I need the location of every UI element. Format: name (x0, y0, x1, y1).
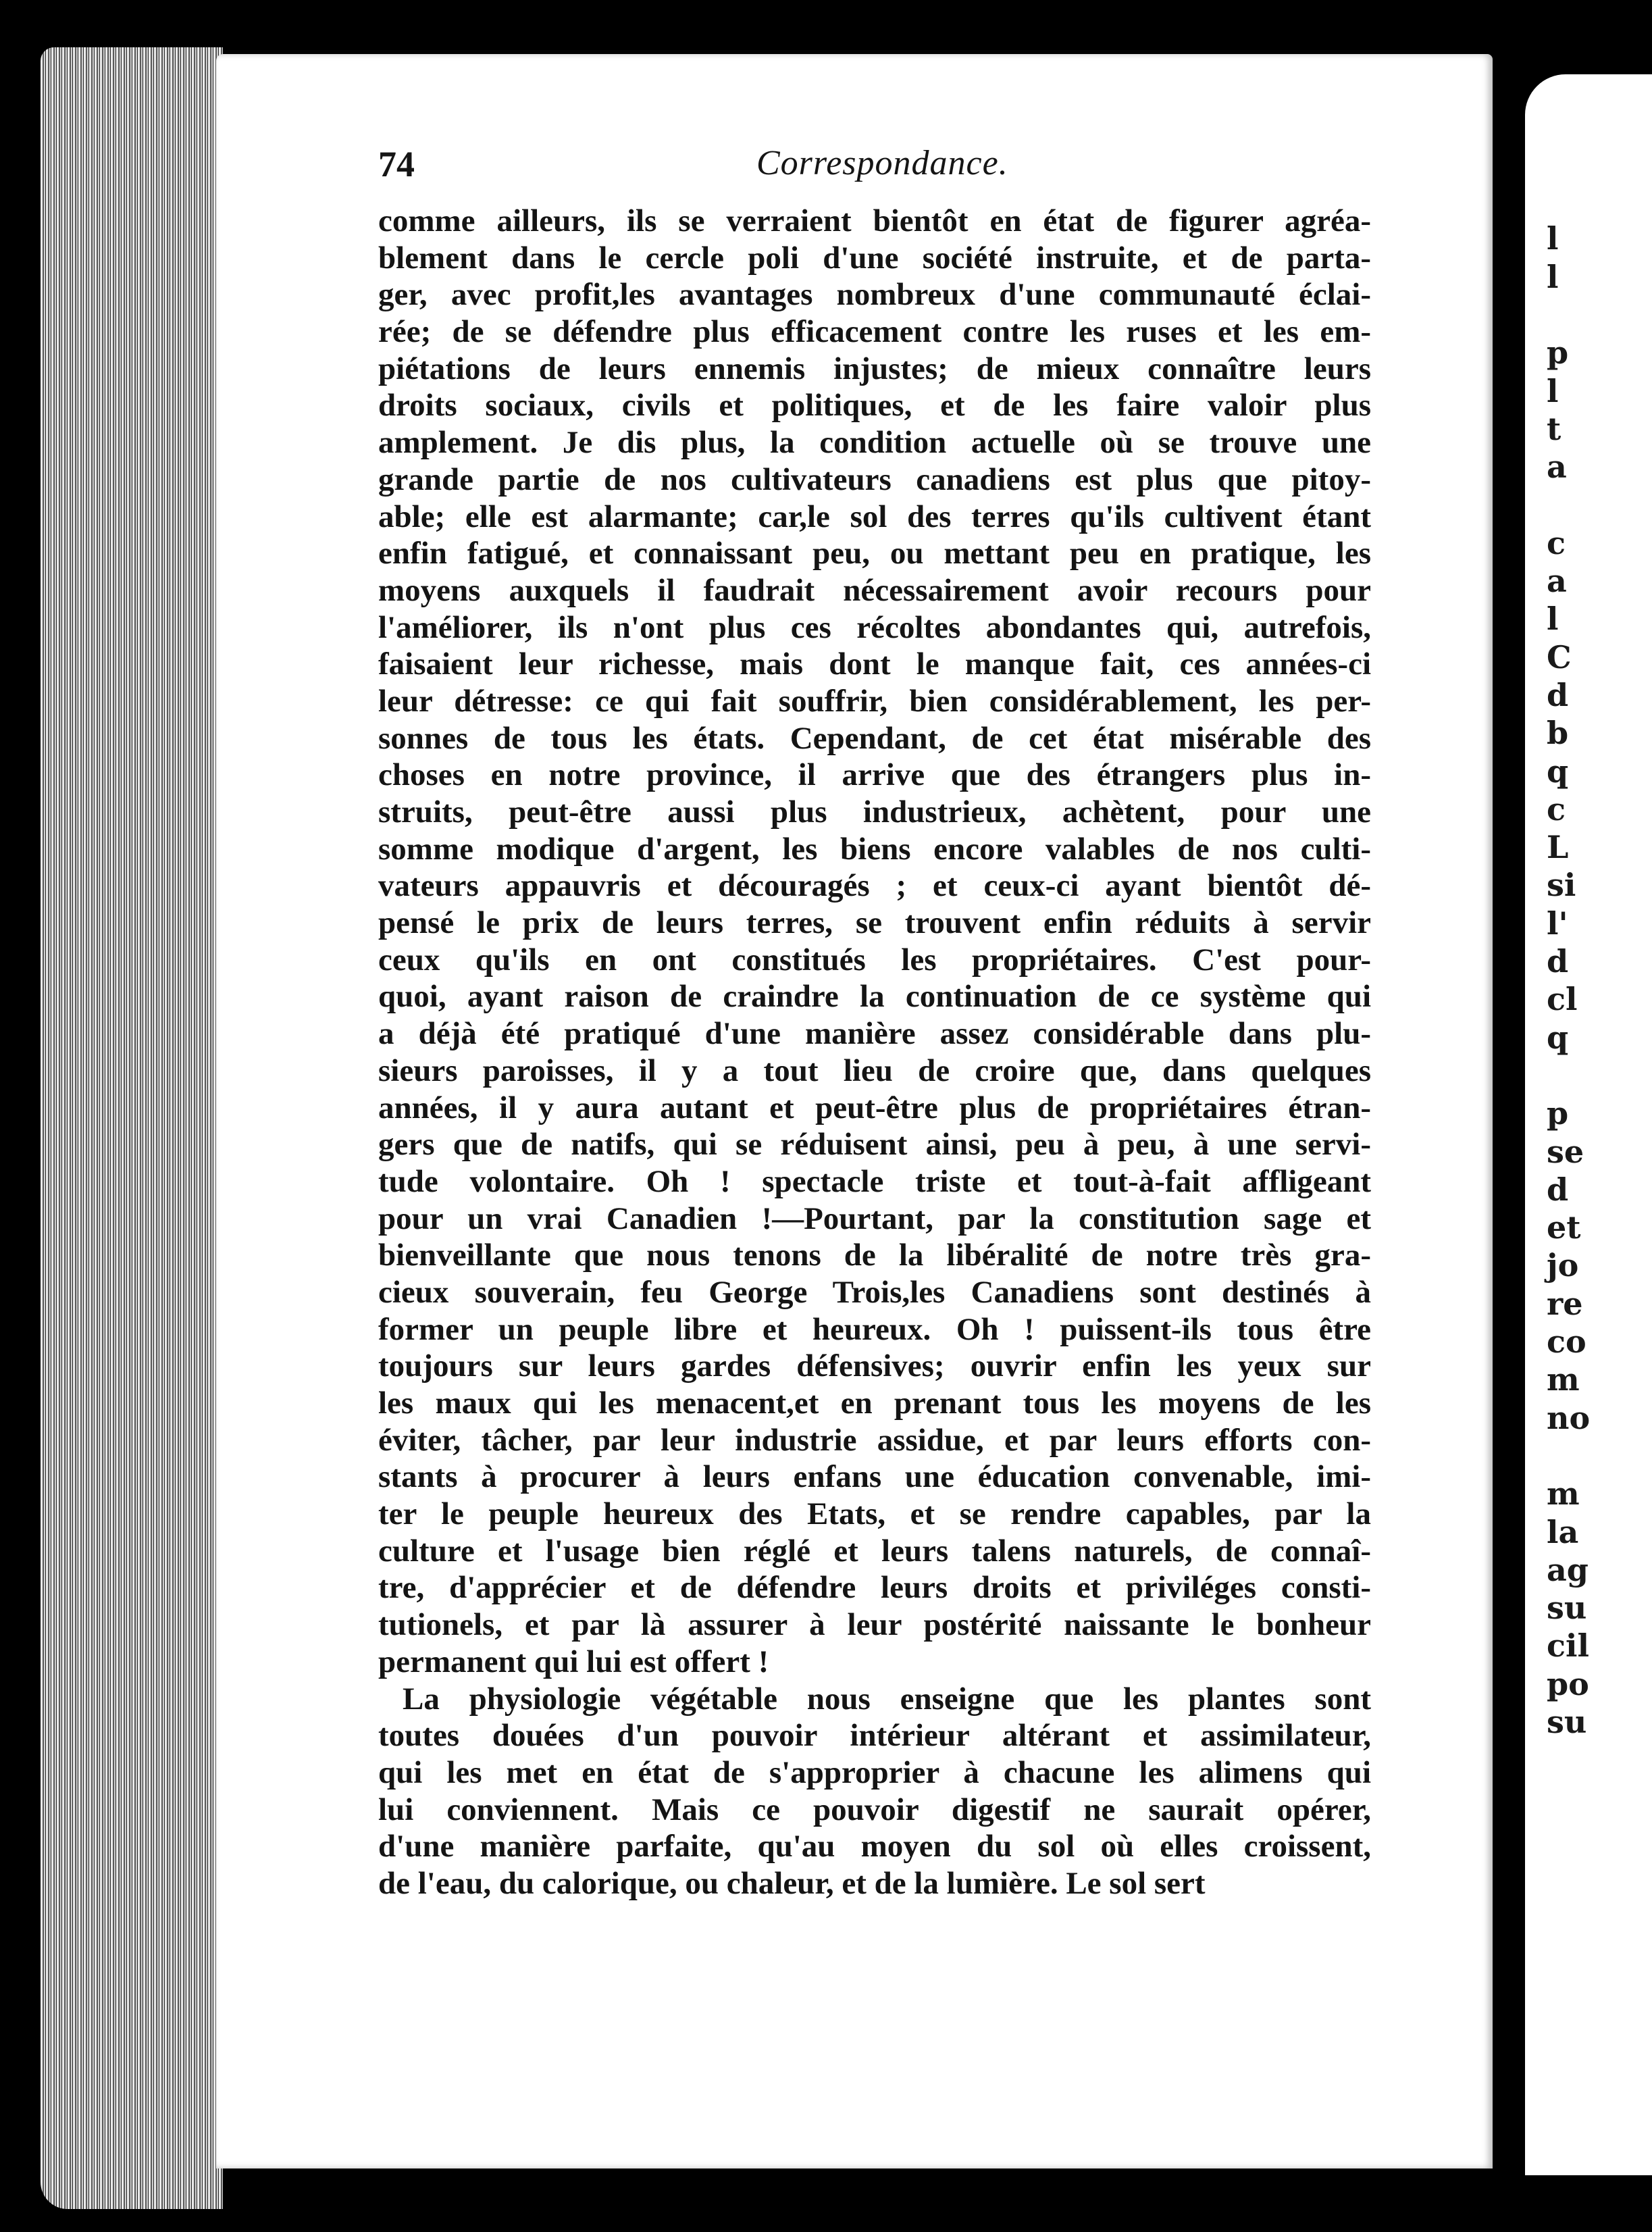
text-line: quoi, ayant raison de craindre la continuation de ce système qui (378, 979, 1371, 1015)
text-line: d'une manière parfaite, qu'au moyen du sol où elles croissent, (378, 1829, 1371, 1865)
text-line: tutionels, et par là assurer à leur postérité naissante le bonheur (378, 1607, 1371, 1643)
facing-page-fragment: ag (1547, 1551, 1589, 1588)
text-line: faisaient leur richesse, mais dont le manque fait, ces années-ci (378, 646, 1371, 682)
facing-page-fragment: c (1547, 524, 1566, 561)
running-title: Correspondance. (756, 144, 1008, 182)
text-line: ter le peuple heureux des Etats, et se rendre capables, par la (378, 1496, 1371, 1532)
page-number: 74 (378, 144, 415, 184)
facing-page-fragment: a (1547, 449, 1567, 486)
text-line: bienveillante que nous tenons de la libéralité de notre très gra- (378, 1238, 1371, 1273)
text-line: choses en notre province, il arrive que des étrangers plus in- (378, 757, 1371, 793)
facing-page-fragment: d (1547, 676, 1569, 713)
facing-page-fragment: C (1547, 638, 1572, 676)
text-line: blement dans le cercle poli d'une société instruite, et de parta- (378, 240, 1371, 276)
facing-page-fragment: se (1547, 1133, 1584, 1170)
page-header (378, 143, 1371, 191)
text-line: piétations de leurs ennemis injustes; de mieux connaître leurs (378, 351, 1371, 386)
text-line: toujours sur leurs gardes défensives; ouvrir enfin les yeux sur (378, 1348, 1371, 1384)
facing-page-fragment: su (1547, 1704, 1587, 1740)
text-line: comme ailleurs, ils se verraient bientôt en état de figurer agréa- (378, 203, 1371, 238)
facing-page-fragment: cl (1547, 981, 1578, 1018)
facing-page-fragment: l' (1547, 905, 1568, 942)
text-line: a déjà été pratiqué d'une manière assez considérable dans plu- (378, 1016, 1371, 1052)
text-line: La physiologie végétable nous enseigne que les plantes sont (403, 1681, 1371, 1717)
text-line: somme modique d'argent, les biens encore valables de nos culti- (378, 831, 1371, 867)
facing-page-fragment: a (1547, 563, 1567, 599)
text-line: pour un vrai Canadien !—Pourtant, par la constitution sage et (378, 1200, 1371, 1236)
text-line: vateurs appauvris et découragés ; et ceux-ci ayant bientôt dé- (378, 868, 1371, 904)
facing-page-fragment: p (1547, 1095, 1569, 1132)
text-line: années, il y aura autant et peut-être plus de propriétaires étran- (378, 1090, 1371, 1125)
facing-page-fragment: l (1547, 220, 1559, 257)
text-line: gers que de natifs, qui se réduisent ainsi, peu à peu, à une servi- (378, 1127, 1371, 1163)
text-line: ceux qu'ils en ont constitués les propriétaires. C'est pour- (378, 942, 1371, 978)
text-line: éviter, tâcher, par leur industrie assidue, et par leurs efforts con- (378, 1422, 1371, 1458)
text-line: sonnes de tous les états. Cependant, de cet état misérable des (378, 720, 1371, 756)
facing-page-fragment: jo (1547, 1247, 1579, 1284)
facing-page-fragment: su (1547, 1590, 1587, 1627)
text-line: amplement. Je dis plus, la condition actuelle où se trouve une (378, 425, 1371, 461)
facing-page-fragment: et (1547, 1209, 1581, 1246)
text-line: l'améliorer, ils n'ont plus ces récoltes abondantes qui, autrefois, (378, 609, 1371, 645)
facing-page-fragment: l (1547, 372, 1559, 409)
text-line: struits, peut-être aussi plus industrieux, achètent, pour une (378, 794, 1371, 830)
text-line: rée; de se défendre plus efficacement contre les ruses et les em- (378, 314, 1371, 350)
text-line: leur détresse: ce qui fait souffrir, bien considérablement, les per- (378, 683, 1371, 719)
page-edges-stack (41, 47, 223, 2209)
text-line: toutes douées d'un pouvoir intérieur altérant et assimilateur, (378, 1718, 1371, 1754)
facing-page-fragment: L (1547, 829, 1569, 866)
text-line: permanent qui lui est offert ! (378, 1644, 769, 1679)
facing-page-fragment: p (1547, 334, 1569, 372)
text-line: pensé le prix de leurs terres, se trouvent enfin réduits à servir (378, 905, 1371, 941)
body-text (378, 203, 1371, 1902)
facing-page-fragment: co (1547, 1323, 1586, 1360)
text-line: ger, avec profit,les avantages nombreux d'une communauté éclai- (378, 277, 1371, 313)
facing-page-fragment: d (1547, 1171, 1569, 1208)
text-line: sieurs paroisses, il y a tout lieu de croire que, dans quelques (378, 1052, 1371, 1088)
text-line: tre, d'apprécier et de défendre leurs droits et priviléges consti- (378, 1570, 1371, 1606)
text-line: cieux souverain, feu George Trois,les Canadiens sont destinés à (378, 1274, 1371, 1310)
text-line: lui conviennent. Mais ce pouvoir digestif ne saurait opérer, (378, 1792, 1371, 1827)
facing-page-fragment: la (1547, 1513, 1579, 1550)
facing-page-fragment: b (1547, 715, 1569, 752)
facing-page-fragment: l (1547, 601, 1559, 638)
text-line: able; elle est alarmante; car,le sol des terres qu'ils cultivent étant (378, 499, 1371, 534)
facing-page-fragment: si (1547, 867, 1576, 904)
text-line: tude volontaire. Oh ! spectacle triste et tout-à-fait affligeant (378, 1163, 1371, 1199)
facing-page-fragment: d (1547, 943, 1569, 980)
facing-page-fragment: m (1547, 1475, 1580, 1513)
text-line: qui les met en état de s'approprier à chacune les alimens qui (378, 1754, 1371, 1790)
facing-page-fragment: re (1547, 1285, 1583, 1322)
facing-page-fragment: m (1547, 1361, 1580, 1398)
facing-page-fragment: t (1547, 410, 1561, 447)
facing-page-fragment: l (1547, 258, 1559, 295)
text-line: moyens auxquels il faudrait nécessairement avoir recours pour (378, 572, 1371, 608)
text-line: grande partie de nos cultivateurs canadiens est plus que pitoy- (378, 461, 1371, 497)
facing-page-fragment: cil (1547, 1627, 1589, 1665)
facing-page-fragment: q (1547, 1019, 1569, 1056)
text-line: former un peuple libre et heureux. Oh ! puissent-ils tous être (378, 1311, 1371, 1347)
text-line: droits sociaux, civils et politiques, et de les faire valoir plus (378, 388, 1371, 424)
facing-page-fragment: q (1547, 753, 1569, 790)
text-line: stants à procurer à leurs enfans une éducation convenable, imi- (378, 1459, 1371, 1495)
text-line: culture et l'usage bien réglé et leurs talens naturels, de connaî- (378, 1533, 1371, 1569)
text-line: les maux qui les menacent,et en prenant tous les moyens de les (378, 1386, 1371, 1421)
text-line: enfin fatigué, et connaissant peu, ou mettant peu en pratique, les (378, 536, 1371, 572)
text-line: de l'eau, du calorique, ou chaleur, et de la lumière. Le sol sert (378, 1865, 1206, 1901)
facing-page-fragment: no (1547, 1399, 1591, 1436)
facing-page-fragment: c (1547, 790, 1566, 828)
facing-page-fragment: po (1547, 1665, 1589, 1702)
facing-page-edge (1525, 74, 1652, 2175)
